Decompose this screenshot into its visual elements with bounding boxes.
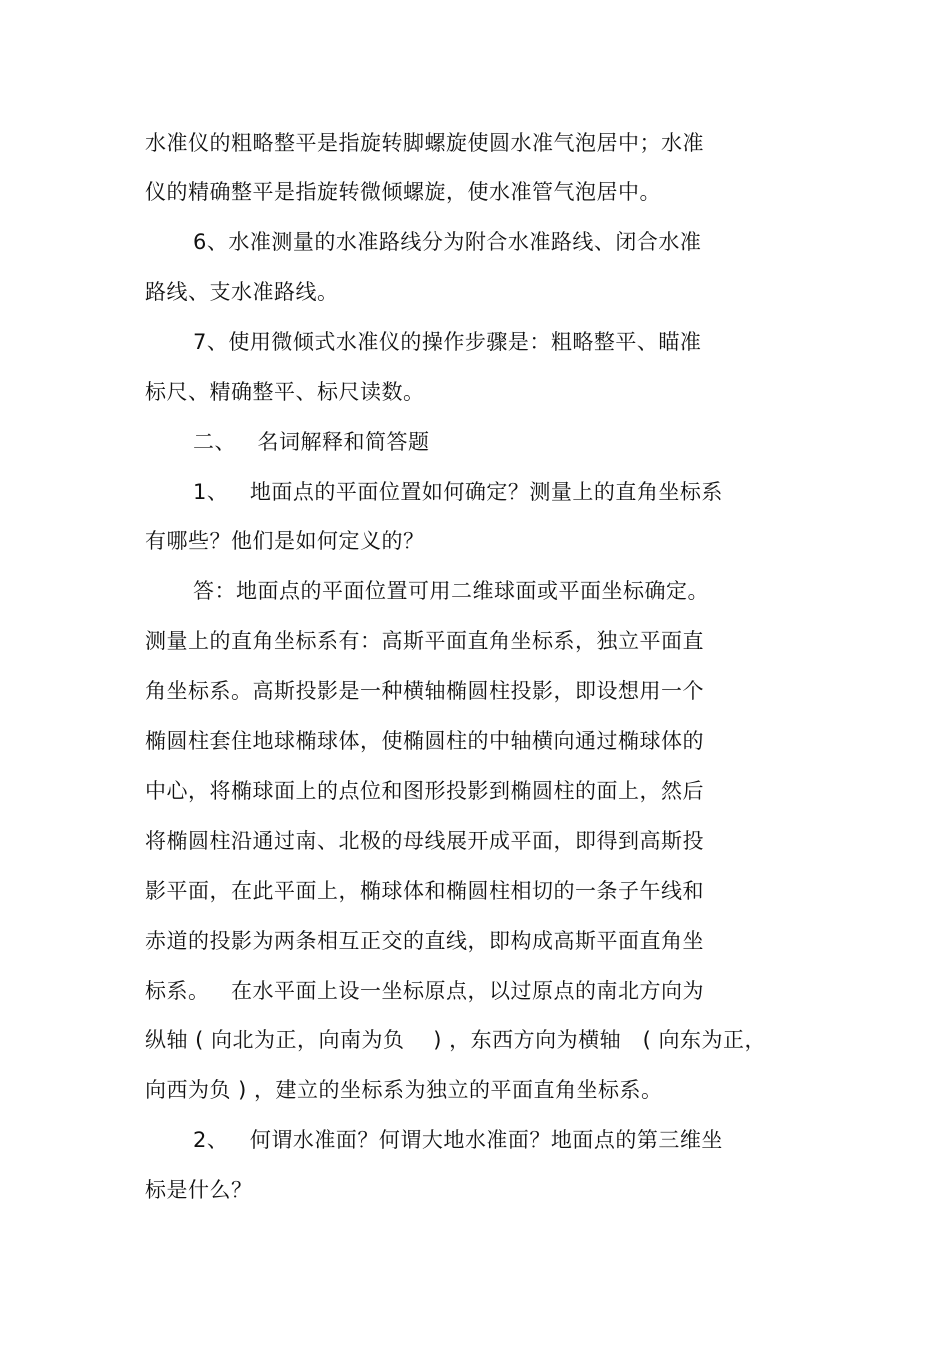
section-heading: 二、 名词解释和简答题	[193, 430, 430, 454]
paragraph-line: 6、水准测量的水准路线分为附合水准路线、闭合水准	[193, 230, 702, 254]
answer-line: 将椭圆柱沿通过南、北极的母线展开成平面，即得到高斯投	[145, 829, 704, 853]
answer-line: 角坐标系。高斯投影是一种横轴椭圆柱投影，即设想用一个	[145, 679, 704, 703]
question-line: 标是什么？	[145, 1178, 253, 1202]
answer-line: 椭圆柱套住地球椭球体，使椭圆柱的中轴横向通过椭球体的	[145, 729, 704, 753]
answer-line: 测量上的直角坐标系有：高斯平面直角坐标系，独立平面直	[145, 629, 704, 653]
answer-line: 赤道的投影为两条相互正交的直线，即构成高斯平面直角坐	[145, 929, 704, 953]
question-line: 1、 地面点的平面位置如何确定？测量上的直角坐标系	[193, 480, 723, 504]
answer-line: 向西为负 ) ，建立的坐标系为独立的平面直角坐标系。	[145, 1078, 663, 1102]
paragraph-line: 水准仪的粗略整平是指旋转脚螺旋使圆水准气泡居中；水准	[145, 131, 704, 155]
paragraph-line: 仪的精确整平是指旋转微倾螺旋，使水准管气泡居中。	[145, 180, 661, 204]
paragraph-line: 标尺、精确整平、标尺读数。	[145, 380, 425, 404]
paragraph-line: 7、使用微倾式水准仪的操作步骤是：粗略整平、瞄准	[193, 330, 702, 354]
answer-line: 中心，将椭球面上的点位和图形投影到椭圆柱的面上，然后	[145, 779, 704, 803]
answer-line: 影平面，在此平面上，椭球体和椭圆柱相切的一条子午线和	[145, 879, 704, 903]
question-line: 2、 何谓水准面？何谓大地水准面？地面点的第三维坐	[193, 1128, 723, 1152]
paragraph-line: 路线、支水准路线。	[145, 280, 339, 304]
question-line: 有哪些？他们是如何定义的？	[145, 529, 425, 553]
answer-line: 答：地面点的平面位置可用二维球面或平面坐标确定。	[193, 579, 709, 603]
answer-line: 纵轴 ( 向北为正，向南为负 ) ，东西方向为横轴 ( 向东为正，	[145, 1028, 767, 1052]
answer-line: 标系。 在水平面上设一坐标原点，以过原点的南北方向为	[145, 979, 705, 1003]
